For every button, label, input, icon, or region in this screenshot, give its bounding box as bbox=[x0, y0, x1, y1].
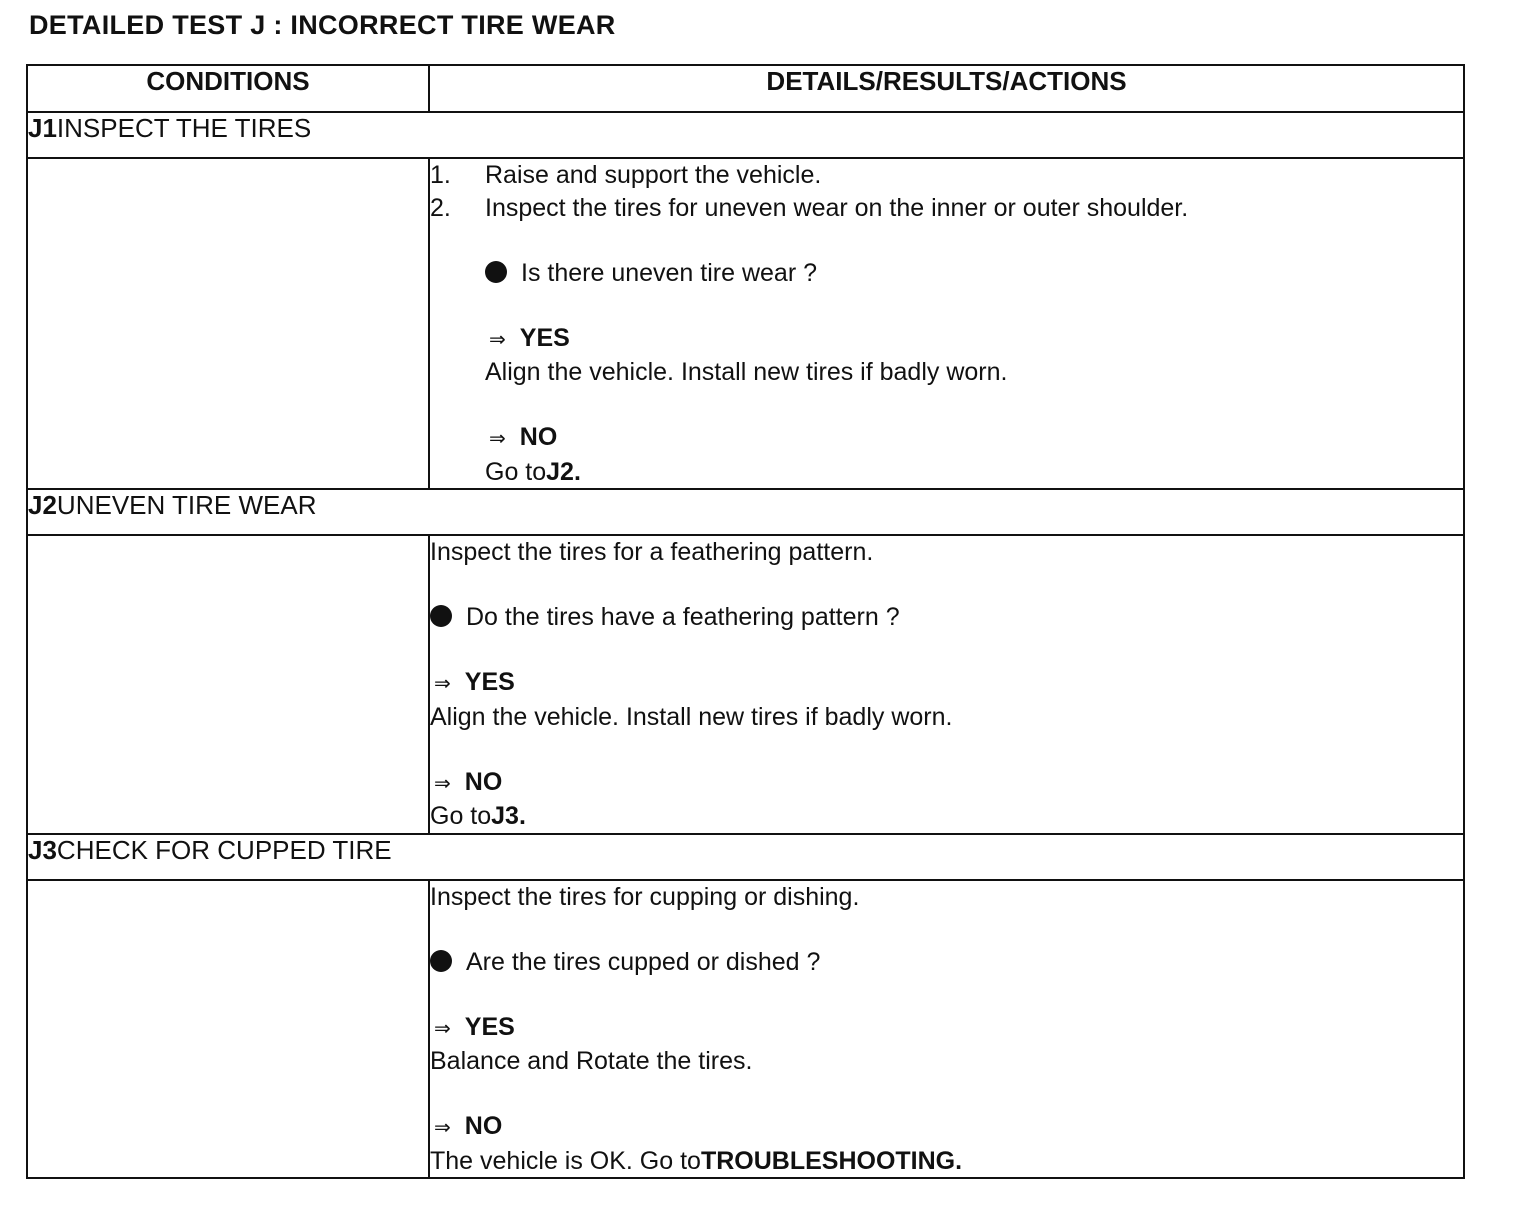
step-id: J1 bbox=[28, 113, 57, 143]
no-action: The vehicle is OK. Go toTROUBLESHOOTING. bbox=[430, 1146, 963, 1175]
yes-action: Balance and Rotate the tires. bbox=[430, 1047, 753, 1075]
instruction-text: Inspect the tires for cupping or dishing. bbox=[430, 882, 860, 911]
question: Are the tires cupped or dished ? bbox=[430, 946, 1463, 979]
instruction-number: 2. bbox=[430, 193, 451, 222]
question: Is there uneven tire wear ? bbox=[430, 257, 1463, 290]
step-heading-j3 bbox=[27, 834, 1464, 880]
conditions-cell bbox=[27, 535, 429, 834]
step-body-row bbox=[27, 158, 1464, 489]
no-action: Go toJ2. bbox=[485, 457, 581, 486]
instruction-text: Raise and support the vehicle. bbox=[485, 161, 822, 189]
step-title: CHECK FOR CUPPED TIRE bbox=[56, 834, 392, 865]
no-result: ⇒ NO bbox=[430, 1110, 1463, 1145]
no-action: Go toJ3. bbox=[430, 802, 526, 830]
step-id: J3 bbox=[28, 834, 57, 865]
step-reference: TROUBLESHOOTING. bbox=[700, 1146, 963, 1175]
step-heading-row bbox=[27, 489, 1464, 535]
arrow-right-icon: ⇒ bbox=[434, 673, 451, 695]
yes-action: Align the vehicle. Install new tires if badly worn. bbox=[430, 702, 953, 731]
step-heading-j1 bbox=[27, 112, 1464, 158]
instruction-text: Inspect the tires for uneven wear on the inner or outer shoulder. bbox=[485, 193, 1189, 222]
page-title: DETAILED TEST J : INCORRECT TIRE WEAR bbox=[29, 10, 616, 40]
arrow-right-icon: ⇒ bbox=[489, 428, 506, 450]
yes-result: ⇒ YES bbox=[430, 322, 1463, 357]
arrow-right-icon: ⇒ bbox=[434, 772, 451, 795]
step-heading-row bbox=[27, 834, 1464, 880]
arrow-right-icon: ⇒ bbox=[489, 328, 506, 351]
bullet-icon bbox=[485, 261, 507, 283]
step-id: J2 bbox=[28, 490, 57, 520]
instruction-item bbox=[430, 159, 1463, 192]
details-cell bbox=[429, 158, 1464, 489]
conditions-cell bbox=[27, 158, 429, 489]
step-title: INSPECT THE TIRES bbox=[56, 113, 312, 143]
no-result: ⇒ NO bbox=[430, 766, 1463, 801]
conditions-cell bbox=[27, 880, 429, 1179]
no-result: ⇒ NO bbox=[430, 421, 1463, 456]
instruction-item bbox=[430, 192, 1463, 225]
yes-result: ⇒ YES bbox=[430, 666, 1463, 701]
question: Do the tires have a feathering pattern ? bbox=[430, 601, 1463, 634]
arrow-right-icon: ⇒ bbox=[434, 1017, 451, 1040]
column-header-conditions: CONDITIONS bbox=[27, 65, 429, 112]
bullet-icon bbox=[430, 605, 452, 627]
yes-result: ⇒ YES bbox=[430, 1011, 1463, 1046]
step-body-row bbox=[27, 535, 1464, 834]
step-body-row bbox=[27, 880, 1464, 1179]
column-header-details: DETAILS/RESULTS/ACTIONS bbox=[429, 65, 1464, 112]
instruction-number: 1. bbox=[430, 161, 451, 189]
header-row bbox=[27, 65, 1464, 112]
details-cell bbox=[429, 535, 1464, 834]
step-heading-row bbox=[27, 112, 1464, 158]
yes-action: Align the vehicle. Install new tires if badly worn. bbox=[485, 358, 1008, 386]
test-table bbox=[26, 64, 1465, 1179]
instruction-text: Inspect the tires for a feathering pattern. bbox=[430, 538, 874, 566]
step-reference: J3. bbox=[491, 802, 526, 830]
arrow-right-icon: ⇒ bbox=[434, 1117, 451, 1139]
step-reference: J2. bbox=[546, 457, 581, 486]
step-heading-j2 bbox=[27, 489, 1464, 535]
step-title: UNEVEN TIRE WEAR bbox=[56, 490, 317, 520]
details-cell bbox=[429, 880, 1464, 1179]
bullet-icon bbox=[430, 950, 452, 972]
